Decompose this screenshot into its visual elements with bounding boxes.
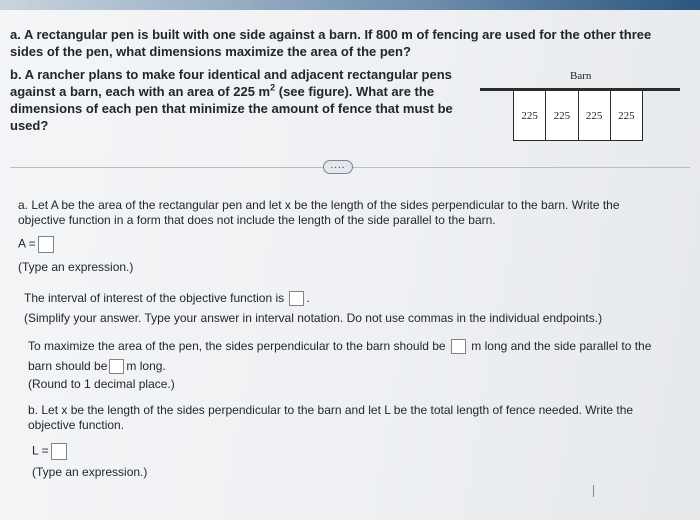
part-b-instruction: b. Let x be the length of the sides perpendicular to the barn and let L be the total length of fence needed. Write the objective function. (28, 403, 634, 432)
l-answer-row (32, 443, 69, 460)
part-a-instruction: a. Let A be the area of the rectangular pen and let x be the length of the sides perpendicular to the barn. Write the objective function in a form that does not include the length of the side parallel to the barn. (18, 198, 620, 227)
l-hint: (Type an expression.) (32, 465, 148, 479)
pen-area-3: 225 (579, 91, 611, 140)
barn-figure (480, 66, 680, 146)
a-label: A = (18, 236, 36, 251)
l-expression-input[interactable] (51, 443, 67, 460)
perpendicular-length-input[interactable] (451, 339, 466, 354)
top-bar (0, 0, 700, 10)
maximize-text-1: To maximize the area of the pen, the sides perpendicular to the barn should be (28, 339, 446, 353)
barn-label: Barn (570, 70, 592, 82)
a-answer-row (18, 236, 56, 253)
question-b-pre: b. A rancher plans to make four identical and adjacent rectangular pens against a barn, each with an area of 225 m (10, 67, 452, 99)
parallel-length-input[interactable] (109, 359, 124, 374)
a-expression-input[interactable] (38, 236, 54, 253)
maximize-row-1 (28, 339, 651, 354)
maximize-text-2: m long and the side parallel to the (471, 339, 652, 353)
maximize-row-2 (28, 359, 166, 374)
pen-area-4: 225 (618, 109, 635, 122)
question-a-text: a. A rectangular pen is built with one side against a barn. If 800 m of fencing are used for the other three sides of the pen, what dimensions maximize the area of the pen? (10, 27, 652, 59)
text-cursor (593, 485, 594, 497)
maximize-text-3: barn should be (28, 359, 108, 373)
pen-area-1: 225 (514, 91, 546, 140)
interval-input[interactable] (289, 291, 304, 306)
expand-more-button[interactable]: .... (323, 160, 353, 174)
interval-text: The interval of interest of the objective function is (24, 291, 285, 305)
question-b-post: (see figure). What are the dimensions of each pen that minimize the amount of fence that must be used? (10, 84, 453, 133)
pens-grid (513, 91, 643, 141)
pen-area-2: 225 (546, 91, 578, 140)
a-hint: (Type an expression.) (18, 260, 134, 274)
maximize-hint: (Round to 1 decimal place.) (28, 377, 175, 391)
maximize-text-4: m long. (126, 359, 166, 373)
interval-end: . (306, 291, 310, 305)
interval-row (24, 291, 310, 306)
l-label: L = (32, 443, 49, 458)
question-b-sup: 2 (270, 82, 276, 93)
interval-hint: (Simplify your answer. Type your answer in interval notation. Do not use commas in the individual endpoints.) (24, 311, 603, 325)
question-b-text (10, 66, 480, 134)
